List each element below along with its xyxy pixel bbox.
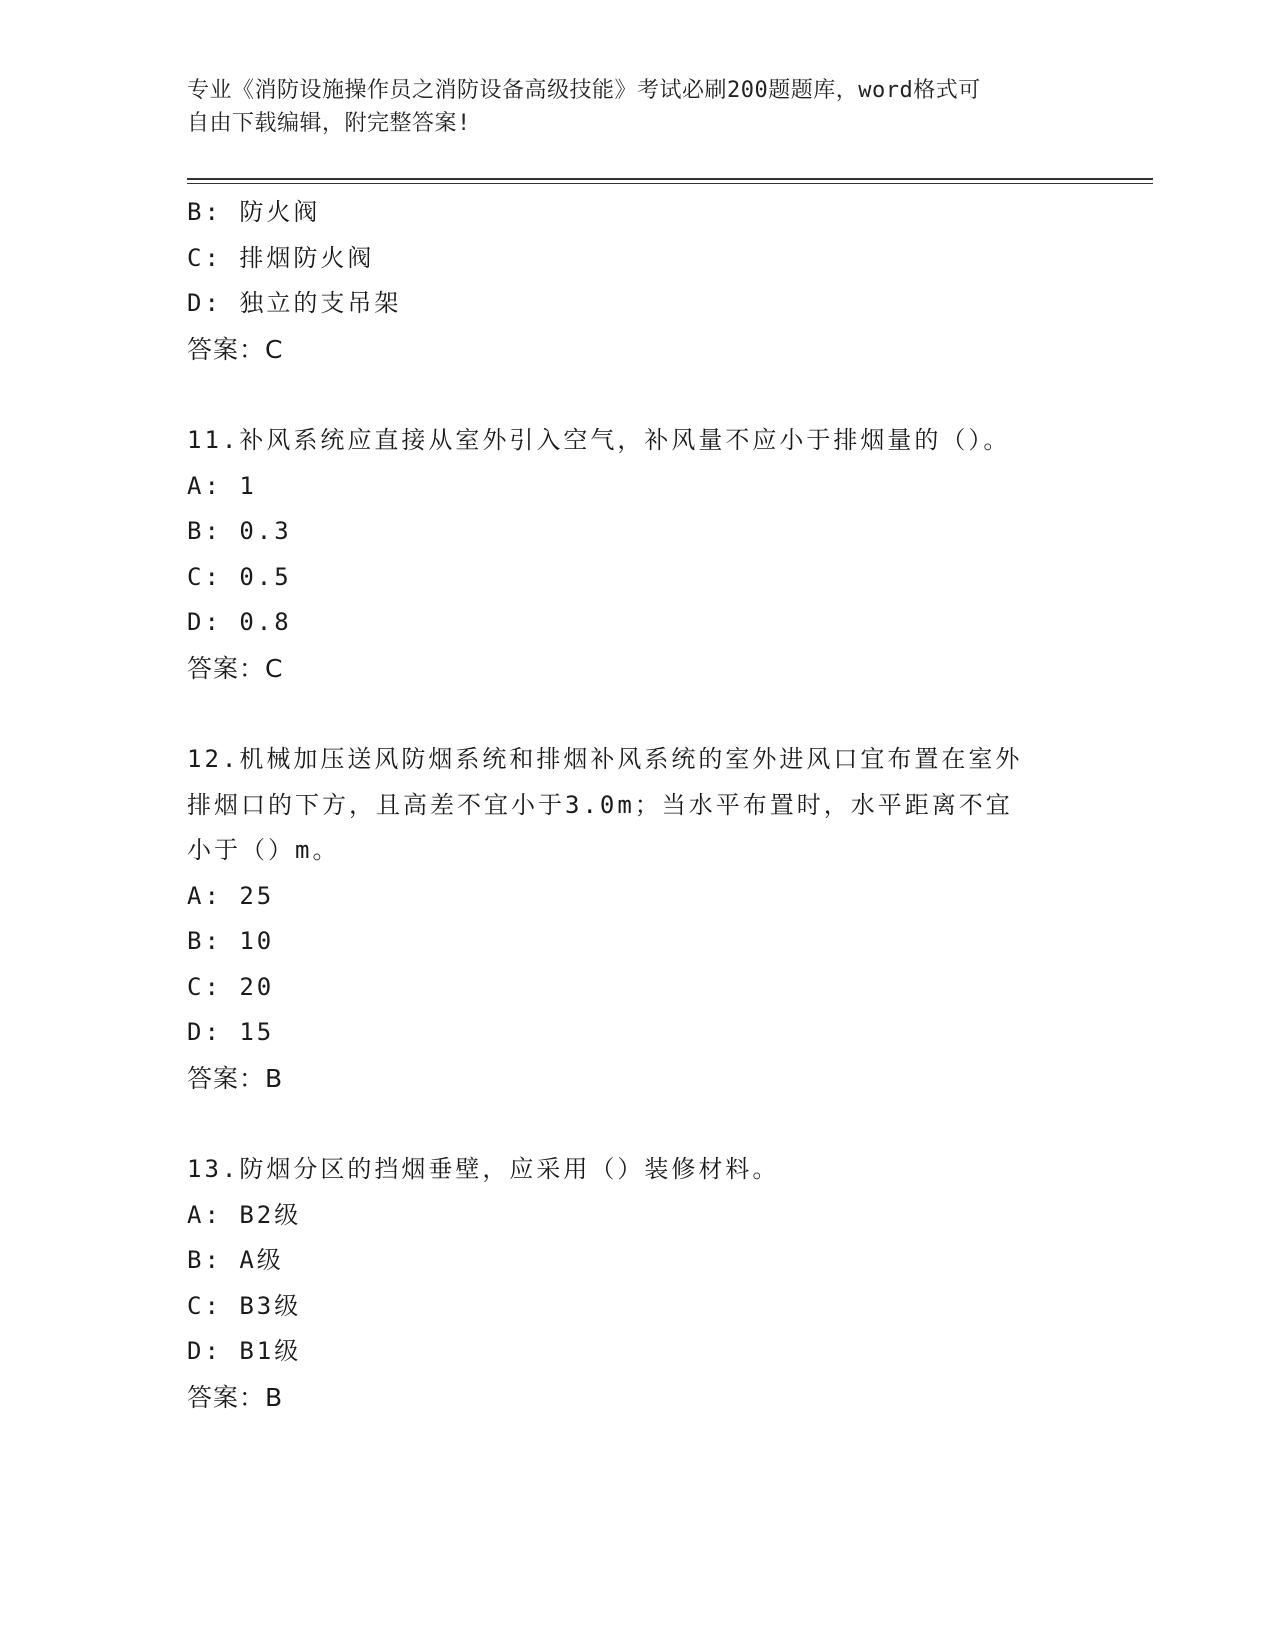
document-header [187,74,1067,140]
header-divider-top [187,178,1153,180]
option-c: C: 排烟防火阀 [187,243,375,272]
option-c: C: 0.5 [187,562,292,591]
answer-line: 答案：B [187,1382,284,1412]
answer-line: 答案：C [187,334,284,364]
spacer [187,1101,1087,1147]
option-d: D: 0.8 [187,608,292,636]
question-13 [187,1147,1087,1420]
option-c: C: 20 [187,972,275,1001]
option-d: D: 独立的支吊架 [187,289,402,317]
answer-line: 答案：C [187,653,284,683]
question-text: 11.补风系统应直接从室外引入空气，补风量不应小于排烟量的（）。 [187,426,1011,454]
option-d: D: B1级 [187,1337,302,1365]
question-text-line-2: 排烟口的下方，且高差不宜小于3.0m；当水平布置时，水平距离不宜 [187,790,1013,819]
question-11 [187,418,1087,691]
question-text-line-3: 小于（）m。 [187,836,340,864]
question-content [187,190,1087,1420]
spacer [187,372,1087,418]
option-c: C: B3级 [187,1291,302,1320]
question-12 [187,737,1087,1101]
option-a: A: 1 [187,471,257,500]
option-a: A: 25 [187,881,275,910]
header-line-2: 自由下载编辑，附完整答案! [187,111,471,136]
option-b: B: 防火阀 [187,198,321,226]
option-b: B: 0.3 [187,517,292,545]
option-b: B: 10 [187,927,275,955]
spacer [187,691,1087,737]
question-text: 13.防烟分区的挡烟垂壁，应采用（）装修材料。 [187,1155,780,1183]
question-10-continuation [187,190,1087,372]
answer-line: 答案：B [187,1063,284,1093]
option-b: B: A级 [187,1246,284,1274]
question-text-line-1: 12.机械加压送风防烟系统和排烟补风系统的室外进风口宜布置在室外 [187,745,1023,773]
option-d: D: 15 [187,1018,275,1046]
option-a: A: B2级 [187,1200,302,1229]
header-divider-bottom [187,183,1153,184]
header-line-1: 专业《消防设施操作员之消防设备高级技能》考试必刷200题题库，word格式可 [187,78,981,103]
